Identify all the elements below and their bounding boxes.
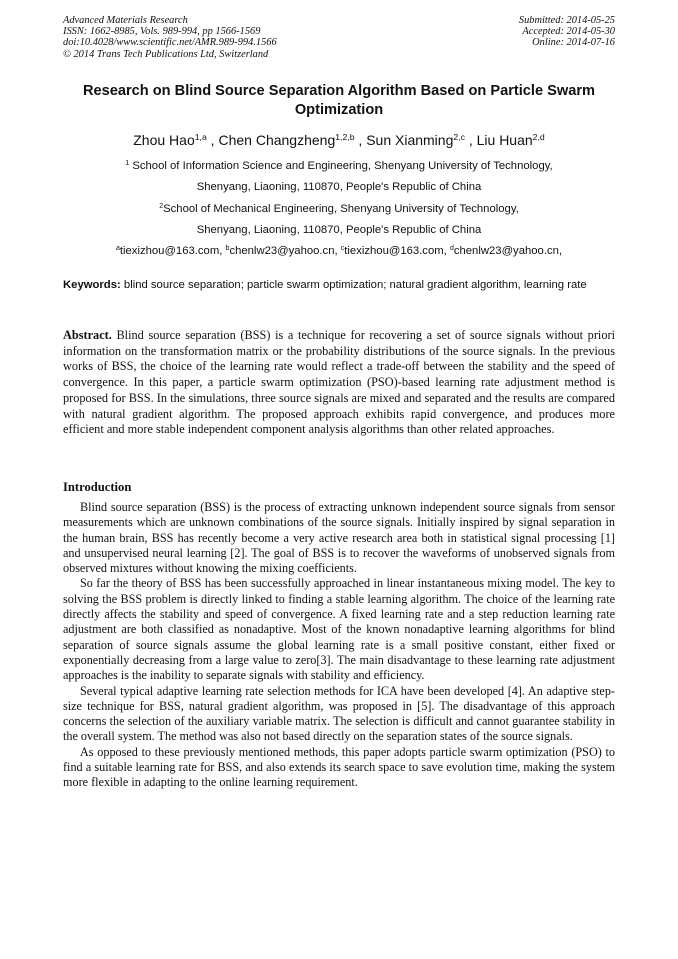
affiliation-text: School of Information Science and Engineering, Shenyang University of Technology, [132, 160, 553, 172]
affiliation-1-line-1 [63, 156, 615, 177]
abstract [63, 328, 615, 438]
email-marker: b [225, 245, 230, 253]
author-name: Zhou Hao [133, 132, 195, 148]
author-affiliation-marker: 2,c [453, 132, 465, 143]
accepted-date: Accepted: 2014-05-30 [522, 26, 615, 38]
email-link[interactable]: chenlw23@yahoo.cn, [453, 245, 563, 258]
submitted-date: Submitted: 2014-05-25 [518, 15, 615, 26]
section-heading-introduction: Introduction [63, 480, 132, 494]
journal-header [63, 15, 277, 60]
author-affiliation-marker: 1,a [194, 132, 207, 143]
author-name: Liu Huan [476, 132, 533, 148]
introduction-body [63, 500, 615, 791]
author-affiliation-marker: 2,d [532, 132, 545, 143]
affiliation-1-line-2: Shenyang, Liaoning, 110870, People's Republic of China [196, 181, 482, 194]
email-link[interactable]: tiexizhou@163.com, [119, 245, 223, 258]
author-name: Chen Changzheng [218, 132, 336, 148]
author-name: Sun Xianming [366, 132, 454, 148]
paragraph: Blind source separation (BSS) is the process of extracting unknown independent source signals from sensor measurements which are unknown combinations of the source signals. Initially inspired by signal separation in the human brain, BSS has recently become a very active research area both in statistical signal processing [1] and unsupervised neural learning [2]. The goal of BSS is to recover the waveforms of unobserved signals from observed mixtures without knowing the mixing coefficients. [63, 500, 615, 576]
keywords [63, 278, 615, 293]
affiliation-text: School of Mechanical Engineering, Shenyang University of Technology, [163, 202, 519, 215]
abstract-text: Blind source separation (BSS) is a technique for recovering a set of source signals without priori information on the transformation matrix or the probability distributions of the source signals. In the previous works of BSS, the choice of the learning rate would reflect a trade-off between the stability and the speed of convergence. In this paper, a particle swarm optimization (PSO)-based learning rate adjustment method is proposed for BSS. In the simulations, three source signals are mixed and separated and the results are compared with natural gradient algorithm. The proposed approach exhibits rapid convergence, and produces more efficient and more stable independent component analysis algorithms than other related approaches. [63, 328, 615, 437]
keywords-text: blind source separation; particle swarm optimization; natural gradient algorithm, learning rate [123, 279, 587, 291]
online-date: Online: 2014-07-16 [532, 37, 615, 49]
affiliation-marker: 2 [159, 202, 164, 210]
paragraph: So far the theory of BSS has been successfully approached in linear instantaneous mixing model. The key to solving the BSS problem is directly linked to finding a stable learning algorithm. The choice of the learning rate directly affects the stability and speed of convergence. A fixed learning rate and a step reduction learning rate adjustment are both classified as nonadaptive. Most of the known nonadaptive learning algorithms for blind separation of source signals assume the global learning rate is a small positive constant, either fixed or exponentially decreasing from a large value to zero[3]. The main disadvantage to these learning rate adjustment approaches is the inability to separate signals with stability and efficiency. [63, 576, 615, 683]
journal-name: Advanced Materials Research [63, 15, 188, 26]
abstract-label: Abstract. [63, 328, 112, 342]
email-marker: a [115, 245, 120, 253]
author-affiliation-marker: 1,2,b [335, 132, 355, 143]
dates-header [519, 15, 615, 49]
email-list [63, 241, 615, 262]
email-marker: c [340, 245, 345, 253]
issn-line: ISSN: 1662-8985, Vols. 989-994, pp 1566-1569 [63, 26, 261, 38]
affiliation-2-line-1 [63, 199, 615, 220]
doi-line[interactable]: doi:10.4028/www.scientific.net/AMR.989-994.1566 [63, 37, 277, 49]
paragraph: Several typical adaptive learning rate selection methods for ICA have been developed [4]. An adaptive step-size technique for BSS, natural gradient algorithm, was proposed in [5]. The disadvantage of this approach concerns the selection of the auxiliary variable matrix. The selection is difficult and cannot guarantee stability in the overall system. The method was also not based directly on the separation states of the source signals. [63, 683, 615, 744]
affiliation-marker: 1 [125, 160, 130, 168]
affiliations [63, 156, 615, 262]
email-marker: d [449, 245, 454, 253]
author-list: Zhou Hao$^{1,a}$ , Chen Changzheng$^{1,2,b}$ , Sun Xianming$^{2,c}$ , Liu Huan$^{2,d}$ [133, 132, 545, 148]
email-link[interactable]: tiexizhou@163.com, [344, 245, 447, 258]
copyright-line: © 2014 Trans Tech Publications Ltd, Switzerland [63, 48, 269, 60]
affiliation-2-line-2: Shenyang, Liaoning, 110870, People's Republic of China [196, 223, 482, 236]
paragraph: As opposed to these previously mentioned methods, this paper adopts particle swarm optimization (PSO) to find a suitable learning rate for BSS, and also extends its search space to save evolution time, making the system more flexible in adapting to the online learning requirement. [63, 744, 615, 790]
paper-title: Research on Blind Source Separation Algorithm Based on Particle Swarm Optimization [83, 83, 595, 118]
keywords-label: Keywords: [63, 279, 121, 291]
email-link[interactable]: chenlw23@yahoo.cn, [229, 245, 338, 258]
